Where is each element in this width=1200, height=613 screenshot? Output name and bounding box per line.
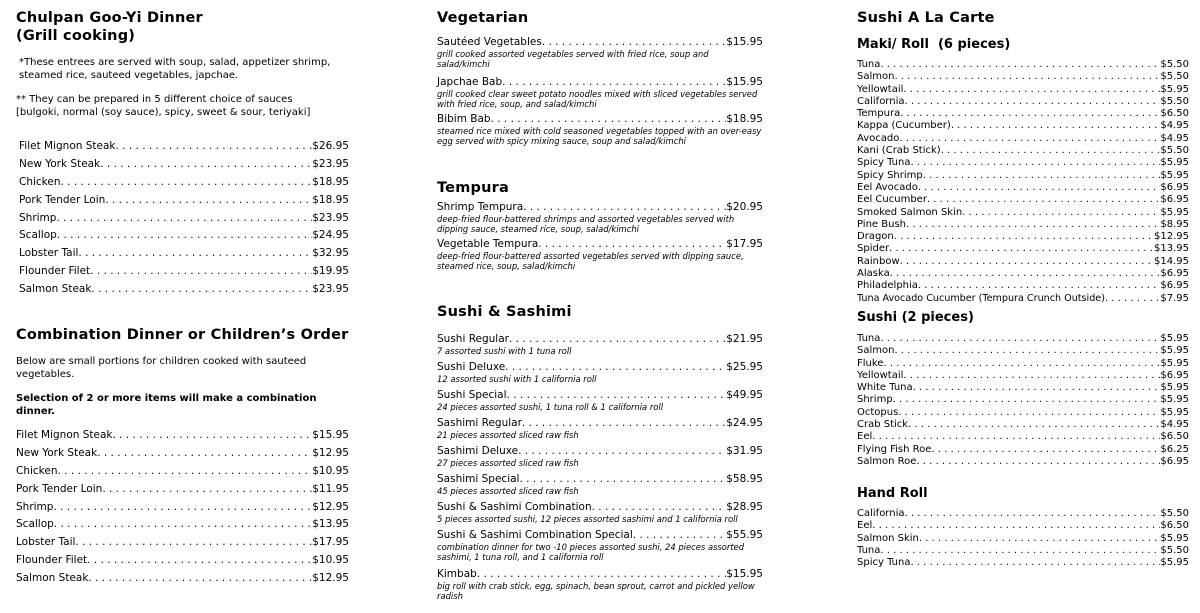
menu-item [437, 238, 763, 251]
item-name: Kappa (Cucumber) [857, 120, 951, 132]
item-name: Flounder Filet [19, 265, 91, 278]
item-price: $23.95 [312, 157, 349, 170]
item-description: 24 pieces assorted sushi, 1 tuna roll & 1 california roll [437, 402, 664, 412]
dinner-note-sauces: ** They can be prepared in 5 different choice of sauces [16, 94, 293, 105]
item-name: Yellowtail [857, 369, 904, 381]
menu-item [16, 429, 349, 447]
item-name: Flying Fish Roe [857, 443, 932, 455]
vegetarian-title: Vegetarian [437, 10, 529, 26]
menu-item [437, 113, 763, 126]
item-name: Flounder Filet [16, 554, 88, 567]
combo-title: Combination Dinner or Children’s Order [16, 327, 349, 343]
menu-item [16, 554, 349, 572]
item-price: $6.50 [1160, 520, 1189, 532]
item-name: Rainbow [857, 255, 900, 267]
menu-item [857, 508, 1189, 520]
item-price: $15.95 [726, 76, 763, 88]
sushi-sashimi-list [437, 333, 763, 601]
menu-item [857, 545, 1189, 557]
item-price: $10.95 [312, 554, 349, 567]
menu-item [857, 520, 1189, 532]
menu-item [857, 145, 1189, 157]
item-name: Eel Avocado [857, 181, 918, 193]
item-name: New York Steak [16, 446, 98, 459]
item-description: 27 pieces assorted sliced raw fish [437, 458, 579, 468]
combo-note-portions: Below are small portions for children cooked with sauteed vegetables. [16, 356, 307, 380]
item-name: Salmon [857, 345, 895, 357]
item-name: Fluke [857, 357, 884, 369]
menu-item [857, 557, 1189, 569]
sushi-2-pieces-list [857, 333, 1189, 468]
item-price: $55.95 [726, 529, 763, 541]
menu-item [437, 36, 763, 49]
item-price: $5.50 [1160, 59, 1189, 70]
menu-item [857, 394, 1189, 406]
item-name: Lobster Tail [16, 536, 76, 549]
item-price: $5.95 [1160, 382, 1189, 394]
item-price: $4.95 [1160, 419, 1189, 431]
item-price: $24.95 [312, 229, 349, 242]
item-name: California [857, 508, 905, 519]
item-price: $49.95 [726, 389, 763, 401]
menu-entry [437, 473, 763, 501]
item-price: $4.95 [1160, 132, 1189, 144]
dinner-title: Chulpan Goo-Yi Dinner [16, 10, 203, 26]
item-description: 12 assorted sushi with 1 california roll [437, 374, 597, 384]
item-name: Tuna Avocado Cucumber (Tempura Crunch Outside) [857, 292, 1105, 304]
menu-item [857, 96, 1189, 108]
menu-item [19, 158, 349, 176]
menu-item [16, 518, 349, 536]
item-price: $23.95 [312, 283, 349, 296]
menu-item [19, 194, 349, 212]
menu-item [437, 417, 763, 430]
item-price: $5.95 [1160, 532, 1189, 544]
menu-item [857, 407, 1189, 419]
item-price: $6.95 [1160, 268, 1189, 280]
item-price: $6.50 [1160, 431, 1189, 443]
item-name: Japchae Bab [437, 76, 503, 88]
item-price: $31.95 [726, 445, 763, 457]
item-name: Tuna [857, 544, 881, 556]
dinner-note-sauces-list: [bulgoki, normal (soy sauce), spicy, sweet & sour, teriyaki] [16, 107, 311, 118]
menu-entry [437, 113, 763, 146]
item-description: 21 pieces assorted sliced raw fish [437, 430, 579, 440]
maki-title: Maki/ Roll (6 pieces) [857, 37, 1011, 52]
item-name: Spider [857, 243, 890, 255]
sushi-2-pieces-title: Sushi (2 pieces) [857, 310, 974, 325]
menu-item [19, 140, 349, 158]
menu-item [857, 370, 1189, 382]
item-name: Salmon Roe [857, 455, 917, 467]
combo-price-list [16, 429, 349, 590]
item-description: 7 assorted sushi with 1 tuna roll [437, 346, 572, 356]
item-name: Scallop [19, 229, 57, 242]
item-price: $10.95 [312, 464, 349, 477]
menu-item [857, 419, 1189, 431]
item-name: Pork Tender Loin [16, 482, 103, 495]
item-name: Vegetable Tempura [437, 238, 539, 250]
menu-item [437, 333, 763, 346]
tempura-title: Tempura [437, 180, 509, 196]
item-name: Pork Tender Loin [19, 193, 106, 206]
dinner-section [16, 9, 350, 119]
item-name: Avocado [857, 132, 900, 144]
menu-entry [437, 361, 763, 389]
item-name: Eel Cucumber [857, 194, 927, 206]
menu-item [857, 108, 1189, 120]
menu-item [437, 389, 763, 402]
item-price: $6.95 [1160, 280, 1189, 292]
menu-item [857, 59, 1189, 71]
tempura-list [437, 201, 763, 271]
menu-entry [437, 529, 763, 568]
menu-item [16, 483, 349, 501]
item-price: $5.50 [1160, 145, 1189, 157]
item-name: California [857, 95, 905, 107]
item-name: Spicy Shrimp [857, 169, 923, 181]
sushi-sashimi-title: Sushi & Sashimi [437, 304, 572, 320]
item-name: Shrimp [19, 211, 57, 224]
item-name: Sashimi Special [437, 473, 520, 485]
item-description: 45 pieces assorted sliced raw fish [437, 486, 579, 496]
menu-item [857, 382, 1189, 394]
item-name: White Tuna [857, 382, 913, 394]
item-name: Eel [857, 520, 873, 532]
item-name: Shrimp [16, 500, 54, 513]
item-description: deep-fried flour-battered shrimps and assorted vegetables served with dipping sauce, steamed rice, soup, salad/kimchi [437, 214, 735, 234]
item-price: $5.50 [1160, 95, 1189, 107]
a-la-carte-title: Sushi A La Carte [857, 10, 995, 26]
item-price: $6.25 [1160, 443, 1189, 455]
item-price: $5.50 [1160, 508, 1189, 519]
item-price: $20.95 [726, 201, 763, 213]
item-name: Philadelphia [857, 280, 918, 292]
menu-item [19, 247, 349, 265]
menu-item [857, 293, 1189, 305]
menu-item [19, 212, 349, 230]
hand-roll-list [857, 508, 1189, 569]
menu-item [19, 176, 349, 194]
item-price: $5.95 [1160, 406, 1189, 418]
item-name: Tuna [857, 333, 881, 344]
menu-entry [437, 417, 763, 445]
item-price: $5.50 [1160, 544, 1189, 556]
item-price: $12.95 [312, 572, 349, 585]
item-name: Filet Mignon Steak [19, 140, 116, 152]
item-price: $12.95 [1154, 231, 1189, 243]
item-price: $18.95 [312, 175, 349, 188]
menu-item [437, 568, 763, 581]
item-price: $5.95 [1160, 345, 1189, 357]
item-price: $32.95 [312, 247, 349, 260]
item-description: grill cooked clear sweet potato noodles mixed with sliced vegetables served with fried rice, soup, and salad/kimchi [437, 89, 758, 109]
menu-item [857, 256, 1189, 268]
menu-item [857, 71, 1189, 83]
menu-item [437, 445, 763, 458]
item-price: $6.95 [1160, 369, 1189, 381]
combo-section [16, 326, 350, 418]
item-name: Filet Mignon Steak [16, 429, 113, 441]
menu-item [437, 529, 763, 542]
menu-item [857, 84, 1189, 96]
item-price: $21.95 [726, 333, 763, 345]
item-name: Sushi Special [437, 389, 507, 401]
item-price: $19.95 [312, 265, 349, 278]
item-name: Scallop [16, 518, 54, 531]
item-price: $5.95 [1160, 394, 1189, 406]
item-price: $12.95 [312, 446, 349, 459]
menu-item [437, 501, 763, 514]
item-name: Lobster Tail [19, 247, 79, 260]
item-price: $18.95 [312, 193, 349, 206]
item-price: $5.50 [1160, 71, 1189, 83]
menu-entry [437, 76, 763, 113]
menu-item [437, 201, 763, 214]
item-name: Sashimi Regular [437, 417, 522, 429]
menu-item [857, 194, 1189, 206]
item-name: Spicy Tuna [857, 557, 911, 569]
menu-item [857, 133, 1189, 145]
item-name: Shrimp Tempura [437, 201, 524, 213]
dinner-price-list [19, 140, 349, 301]
menu-entry [437, 36, 763, 76]
item-price: $6.95 [1160, 181, 1189, 193]
item-name: Salmon Steak [19, 283, 92, 296]
item-name: Pine Bush [857, 218, 907, 230]
item-name: Sushi & Sashimi Combination Special [437, 529, 633, 541]
menu-item [19, 283, 349, 301]
menu-item [19, 229, 349, 247]
item-price: $5.95 [1160, 333, 1189, 344]
item-name: Sushi Deluxe [437, 361, 506, 373]
menu-item [857, 243, 1189, 255]
item-name: Kimbab [437, 568, 477, 580]
item-price: $5.95 [1160, 357, 1189, 369]
menu-item [857, 157, 1189, 169]
menu-item [857, 280, 1189, 292]
item-price: $6.95 [1160, 194, 1189, 206]
menu-item [16, 536, 349, 554]
menu-item [857, 219, 1189, 231]
item-name: Salmon Skin [857, 532, 919, 544]
item-price: $23.95 [312, 211, 349, 224]
menu-entry [437, 568, 763, 601]
item-price: $18.95 [726, 113, 763, 125]
maki-list [857, 59, 1189, 305]
item-name: Tempura [857, 108, 901, 120]
item-name: Sushi Regular [437, 333, 509, 345]
hand-roll-title: Hand Roll [857, 486, 928, 501]
item-description: grill cooked assorted vegetables served with fried rice, soup and salad/kimchi [437, 49, 709, 69]
item-name: Eel [857, 431, 873, 443]
item-name: Kani (Crab Stick) [857, 145, 941, 157]
dinner-subtitle: (Grill cooking) [16, 28, 136, 44]
item-price: $17.95 [726, 238, 763, 250]
item-price: $5.95 [1160, 206, 1189, 218]
item-price: $15.95 [312, 429, 349, 441]
menu-item [437, 76, 763, 89]
menu-item [857, 268, 1189, 280]
item-name: Dragon [857, 231, 894, 243]
item-name: Sushi & Sashimi Combination [437, 501, 592, 513]
item-price: $11.95 [312, 482, 349, 495]
menu-entry [437, 501, 763, 529]
item-price: $12.95 [312, 500, 349, 513]
item-name: Octopus [857, 406, 899, 418]
item-description: 5 pieces assorted sushi, 12 pieces assorted sashimi and 1 california roll [437, 514, 738, 524]
menu-item [19, 265, 349, 283]
menu-item [16, 465, 349, 483]
menu-item [857, 533, 1189, 545]
item-price: $15.95 [726, 568, 763, 580]
menu-entry [437, 445, 763, 473]
item-price: $5.95 [1160, 169, 1189, 181]
menu-item [857, 182, 1189, 194]
item-name: Sautéed Vegetables [437, 36, 542, 48]
item-name: Tuna [857, 59, 881, 70]
menu-item [857, 333, 1189, 345]
dinner-note-includes: *These entrees are served with soup, salad, appetizer shrimp, steamed rice, sauteed vegetables, japchae. [19, 57, 331, 81]
menu-item [857, 358, 1189, 370]
item-name: Alaska [857, 268, 890, 280]
item-name: Salmon Steak [16, 572, 89, 585]
menu-entry [437, 389, 763, 417]
item-price: $14.95 [1154, 255, 1189, 267]
item-name: Chicken [19, 175, 61, 188]
menu-item [857, 345, 1189, 357]
item-name: Sashimi Deluxe [437, 445, 519, 457]
menu-item [16, 501, 349, 519]
item-price: $13.95 [312, 518, 349, 531]
menu-item [437, 361, 763, 374]
item-price: $8.95 [1160, 218, 1189, 230]
item-price: $5.95 [1160, 157, 1189, 169]
combo-note-selection: Selection of 2 or more items will make a combination dinner. [16, 393, 317, 417]
item-price: $15.95 [726, 36, 763, 48]
menu-item [857, 444, 1189, 456]
item-name: Smoked Salmon Skin [857, 206, 963, 218]
item-price: $6.50 [1160, 108, 1189, 120]
item-price: $26.95 [312, 140, 349, 152]
item-name: Chicken [16, 464, 58, 477]
item-price: $13.95 [1154, 243, 1189, 255]
menu-item [857, 431, 1189, 443]
item-price: $5.95 [1160, 83, 1189, 95]
item-description: deep-fried flour-battered assorted vegetables served with dipping sauce, steamed rice, soup, salad/kimchi [437, 251, 744, 271]
item-price: $4.95 [1160, 120, 1189, 132]
item-name: Salmon [857, 71, 895, 83]
item-name: Crab Stick [857, 419, 909, 431]
item-price: $17.95 [312, 536, 349, 549]
item-name: Spicy Tuna [857, 157, 911, 169]
item-price: $58.95 [726, 473, 763, 485]
menu-entry [437, 201, 763, 238]
item-name: Yellowtail [857, 83, 904, 95]
menu-entry [437, 333, 763, 361]
menu-item [857, 207, 1189, 219]
item-price: $7.95 [1160, 292, 1189, 304]
item-name: Bibim Bab [437, 113, 491, 125]
item-price: $28.95 [726, 501, 763, 513]
item-description: big roll with crab stick, egg, spinach, bean sprout, carrot and pickled yellow radish [437, 581, 755, 601]
item-price: $25.95 [726, 361, 763, 373]
menu-item [857, 231, 1189, 243]
item-price: $5.95 [1160, 557, 1189, 569]
item-description: combination dinner for two -10 pieces assorted sushi, 24 pieces assorted sashimi, 1 tuna roll, and 1 california roll [437, 542, 745, 562]
menu-item [16, 447, 349, 465]
vegetarian-list [437, 36, 763, 146]
item-description: steamed rice mixed with cold seasoned vegetables topped with an over-easy egg served with spicy mixing sauce, soup and salad/kimchi [437, 126, 762, 146]
item-price: $24.95 [726, 417, 763, 429]
menu-item [16, 572, 349, 590]
menu-item [857, 456, 1189, 468]
item-name: New York Steak [19, 157, 101, 170]
menu-item [857, 170, 1189, 182]
item-name: Shrimp [857, 394, 893, 406]
menu-item [437, 473, 763, 486]
item-price: $6.95 [1160, 455, 1189, 467]
menu-item [857, 120, 1189, 132]
menu-entry [437, 238, 763, 271]
